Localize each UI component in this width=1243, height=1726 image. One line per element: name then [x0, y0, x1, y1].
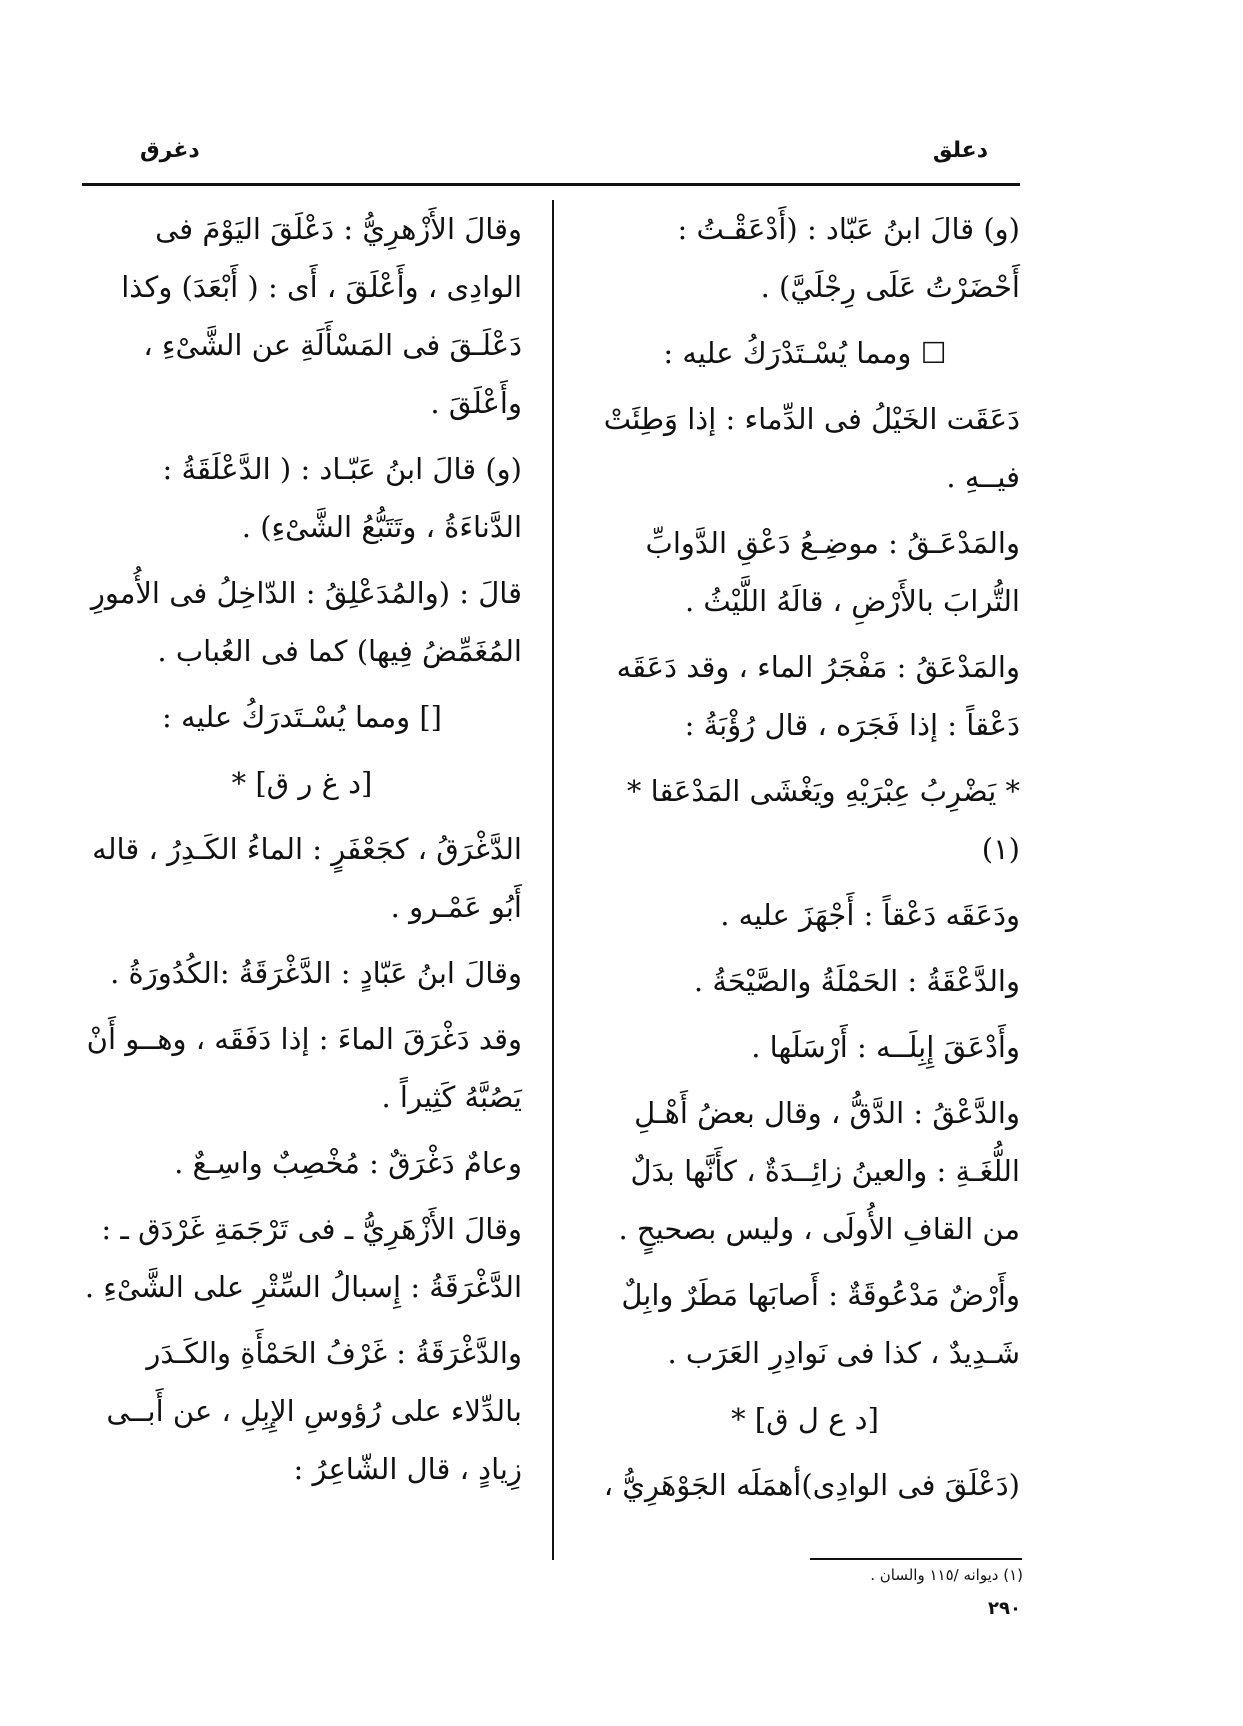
paragraph: قالَ : (والمُدَعْلِقُ : الدّاخِلُ فى الأُمورِ المُغَمِّضُ فِيها) كما فى العُباب . [90, 576, 522, 668]
paragraph: والدَّعْقُ : الدَّقُّ ، وقال بعضُ أَهْـلِ اللُّغَـةِ : والعينُ زائِــدَةٌ ، كأَنَّها بدَلٌ من القافِ الأُولَى ، وليس بصحيحٍ . [618, 1096, 1020, 1246]
left-column [82, 200, 522, 1506]
running-header-right: دعلق [932, 138, 988, 163]
paragraph: (دَعْلَقَ فى الوادِى)أهمَلَه الجَوْهَرِيُّ ، [603, 1468, 1020, 1502]
entry-heading: [د ع ل ق] * [731, 1402, 879, 1436]
paragraph: وأَدْعَقَ إِبِلَــه : أَرْسَلَها . [751, 1030, 1020, 1064]
header-rule [82, 183, 1020, 186]
paragraph: ودَعَقَه دَعْقاً : أَجْهَزَ عليه . [720, 898, 1020, 932]
footnote-rule [810, 1558, 1022, 1560]
right-column [590, 200, 1020, 1522]
paragraph: وقالَ ابنُ عَبّادٍ : الدَّغْرَقَةُ :الكُدُورَةُ . [110, 956, 522, 990]
paragraph: ☐ ومما يُسْـتَدْرَكُ عليه : [663, 336, 947, 370]
column-divider [552, 200, 554, 1560]
entry-heading: [د غ ر ق] * [231, 766, 373, 800]
paragraph: وقد دَغْرَقَ الماءَ : إذا دَفَقَه ، وهــو أَنْ يَصُبَّهُ كَثِيراً . [86, 1022, 522, 1114]
paragraph: دَعَقَت الخَيْلُ فى الدِّماء : إذا وَطِئَتْ فيــهِ . [603, 402, 1020, 494]
page-number: ٢٩٠ [988, 1598, 1021, 1619]
paragraph: وعامٌ دَغْرَقٌ : مُخْصِبٌ واسِـعٌ . [174, 1146, 522, 1180]
paragraph: (و) قالَ ابنُ عَبّـاد : ( الدَّعْلَقَةُ : الدَّناءَةُ ، وتَتَبُّعُ الشَّىْءِ) . [162, 452, 522, 544]
verse: * يَضْرِبُ عِبْرَيْهِ ويَغْشَى المَدْعَقا * (١) [626, 774, 1020, 866]
running-header-left: دغرق [140, 138, 200, 163]
paragraph: (و) قالَ ابنُ عَبّاد : (أَدْعَقْـتُ : أَحْضَرْتُ عَلَى رِجْلَيَّ) . [677, 212, 1020, 304]
paragraph: الدَّغْرَقُ ، كجَعْفَرٍ : الماءُ الكَـدِرُ ، قاله أَبُو عَمْـرو . [92, 832, 522, 924]
paragraph: والدَّعْقَةُ : الحَمْلَةُ والصَّيْحَةُ . [693, 964, 1020, 998]
paragraph: والمَدْعَـقُ : موضِـعُ دَعْقِ الدَّوابِّ التُّرابَ بالأَرْضِ ، قالَهُ اللَّيْثُ . [645, 526, 1020, 618]
paragraph: [] ومما يُسْـتَدرَكُ عليه : [162, 700, 442, 734]
paragraph: وأَرْضٌ مَدْعُوقَةٌ : أَصابَها مَطَرٌ وابِلٌ شَـدِيدٌ ، كذا فى نَوادِرِ العَرَب . [621, 1278, 1020, 1370]
footnote: (١) ديوانه /١١٥ والسان . [870, 1566, 1023, 1584]
paragraph: والمَدْعَقُ : مَفْجَرُ الماء ، وقد دَعَقَه دَعْقاً : إذا فَجَرَه ، قال رُؤْبَةُ : [616, 650, 1020, 742]
paragraph: وقالَ الأَزْهَرِيُّ ـ فى تَرْجَمَةِ غَرْدَق ـ : الدَّغْرَقَةُ : إِسبالُ السِّتْرِ على الشَّىْءِ . [84, 1212, 522, 1304]
paragraph: والدَّغْرَقَةُ : غَرْفُ الحَمْأَةِ والكَـدَر بالدِّلاء على رُؤوسِ الإِبِلِ ، عن أَبــى زِيادٍ ، قال الشّاعِرُ : [106, 1336, 522, 1486]
paragraph: وقالَ الأَزْهرِيُّ : دَعْلَقَ اليَوْمَ فى الوادِى ، وأَعْلَقَ ، أَى : ( أَبْعَدَ) وكذا دَعْلَـقَ فى المَسْأَلَةِ عن الشَّىْءِ ، وأَعْلَقَ . [121, 212, 522, 420]
